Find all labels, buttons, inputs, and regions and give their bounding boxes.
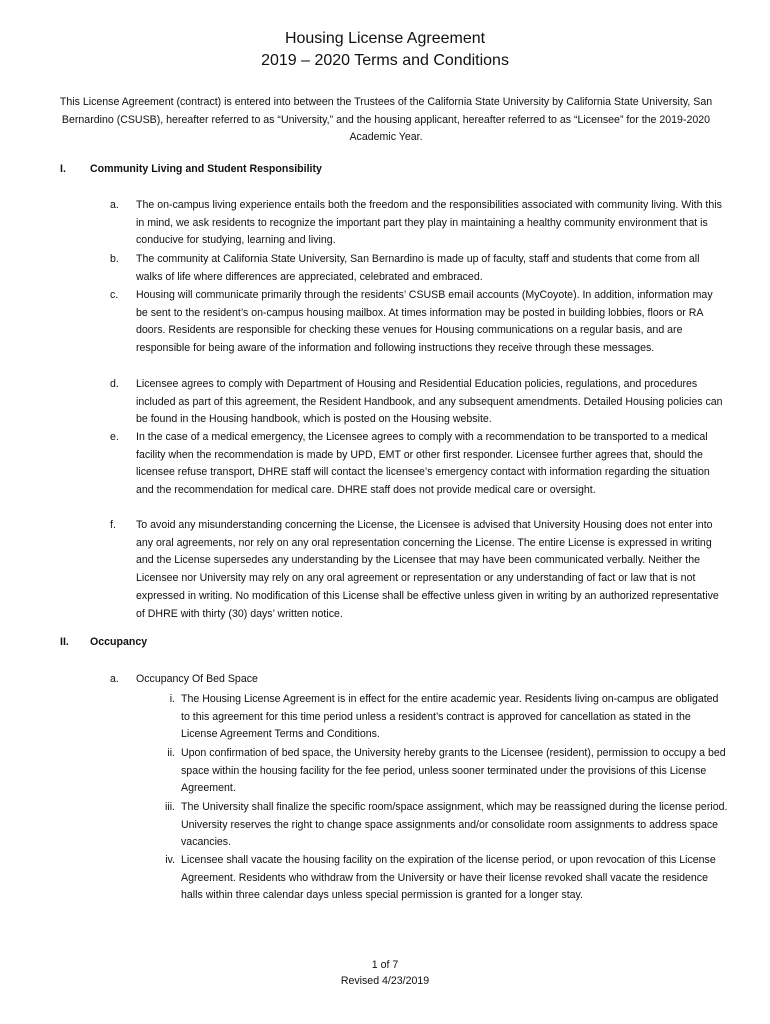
item-text: To avoid any misunderstanding concerning the License, the Licensee is advised that University Housing does not enter into any oral agreements, nor rely on any oral representation concerning the License. The entire License is expressed in writing and the License supersedes any understanding by the Licensee that may have been communicated verbally. Neither the Licensee nor University may rely on any oral agreement or representation or any understanding of fact or law that is not expressed in writing. No modification of this License shall be effective unless given in writing by an authorized representative of DHRE with thirty (30) days’ written notice. xyxy=(136,519,719,620)
item-letter: a. xyxy=(110,199,119,211)
section-1-item-f xyxy=(110,517,726,623)
item-letter: d. xyxy=(110,378,119,390)
document-subtitle: 2019 – 2020 Terms and Conditions xyxy=(261,52,509,69)
subitem-numeral: iii. xyxy=(164,801,175,813)
section-2-item-a xyxy=(110,671,726,689)
section-1-item-a xyxy=(110,197,726,250)
item-letter: b. xyxy=(110,253,119,265)
section-2-subitem-iv xyxy=(165,852,729,905)
item-letter: f. xyxy=(110,519,116,531)
section-2-number: II. xyxy=(60,636,69,648)
section-1-title: Community Living and Student Responsibility xyxy=(90,163,322,175)
subitem-text: Upon confirmation of bed space, the University hereby grants to the Licensee (resident), permission to occupy a bed space within the housing facility for the fee period, unless sooner terminated under the provisions of this License Agreement. xyxy=(181,747,726,794)
item-text: Housing will communicate primarily through the residents’ CSUSB email accounts (MyCoyote). In addition, information may be sent to the resident’s on-campus housing mailbox. At times information may be posted in building lobbies, floors or RA doors. Residents are responsible for checking these venues for Housing communications on a regular basis, and are responsible for being aware of the information and following instructions they receive through these messages. xyxy=(136,289,713,355)
subitem-text: The Housing License Agreement is in effect for the entire academic year. Residents living on-campus are obligated to this agreement for this time period unless a resident’s contract is approved for cancellation as stated in the License Agreement Terms and Conditions. xyxy=(181,693,719,740)
section-1-item-b xyxy=(110,251,726,286)
item-text: The on-campus living experience entails both the freedom and the responsibilities associated with community living. With this in mind, we ask residents to recognize the important part they play in maintaining a healthy community environment that is conducive for studying, learning and living. xyxy=(136,199,722,247)
revision-date: Revised 4/23/2019 xyxy=(340,975,430,987)
section-2-subitem-iii xyxy=(164,799,729,852)
item-text: Licensee agrees to comply with Department of Housing and Residential Education policies, regulations, and procedures included as part of this agreement, the Resident Handbook, and any subsequent amendments. Detailed Housing policies can be found in the Housing handbook, which is posted on the Housing website. xyxy=(136,378,723,426)
subitem-numeral: i. xyxy=(169,693,175,705)
section-2-subitem-ii xyxy=(167,745,729,798)
item-letter: a. xyxy=(110,673,119,685)
section-1-item-d xyxy=(110,376,726,429)
page-number: 1 of 7 xyxy=(371,959,399,971)
item-text: The community at California State University, San Bernardino is made up of faculty, staff and students that come from all walks of life where differences are appreciated, celebrated and embraced. xyxy=(136,253,700,283)
item-text: Occupancy Of Bed Space xyxy=(136,673,258,685)
item-letter: e. xyxy=(110,431,119,443)
section-2-title: Occupancy xyxy=(90,636,148,648)
item-letter: c. xyxy=(110,289,119,301)
section-2-subitem-i xyxy=(169,691,729,744)
subitem-numeral: ii. xyxy=(167,747,175,759)
section-1-item-e xyxy=(110,429,726,500)
subitem-numeral: iv. xyxy=(165,854,175,866)
item-text: In the case of a medical emergency, the Licensee agrees to comply with a recommendation to be transported to a medical facility when the recommendation is made by UPD, EMT or other first responder. Licensee further agrees that, should the licensee refuse transport, DHRE staff will contact the licensee’s emergency contact with information regarding the situation and the recommendation for medical care. DHRE staff does not provide medical care or oversight. xyxy=(136,431,710,497)
section-1-number: I. xyxy=(60,163,66,175)
subitem-text: Licensee shall vacate the housing facility on the expiration of the license period, or upon revocation of this License Agreement. Residents who withdraw from the University or have their license revoked shall vacate the residence halls within three calendar days unless special permission is granted for a longer stay. xyxy=(181,854,716,901)
subitem-text: The University shall finalize the specific room/space assignment, which may be reassigned during the license period. University reserves the right to change space assignments and/or consolidate room assignments to address space vacancies. xyxy=(181,801,728,848)
section-1-item-c xyxy=(110,287,726,358)
document-title: Housing License Agreement xyxy=(284,30,486,47)
intro-paragraph: This License Agreement (contract) is entered into between the Trustees of the California State University by California State University, San Bernardino (CSUSB), hereafter referred to as “University,” and the housing applicant, hereafter referred to as “Licensee” for the 2019-2020 Academic Year. xyxy=(59,96,713,143)
